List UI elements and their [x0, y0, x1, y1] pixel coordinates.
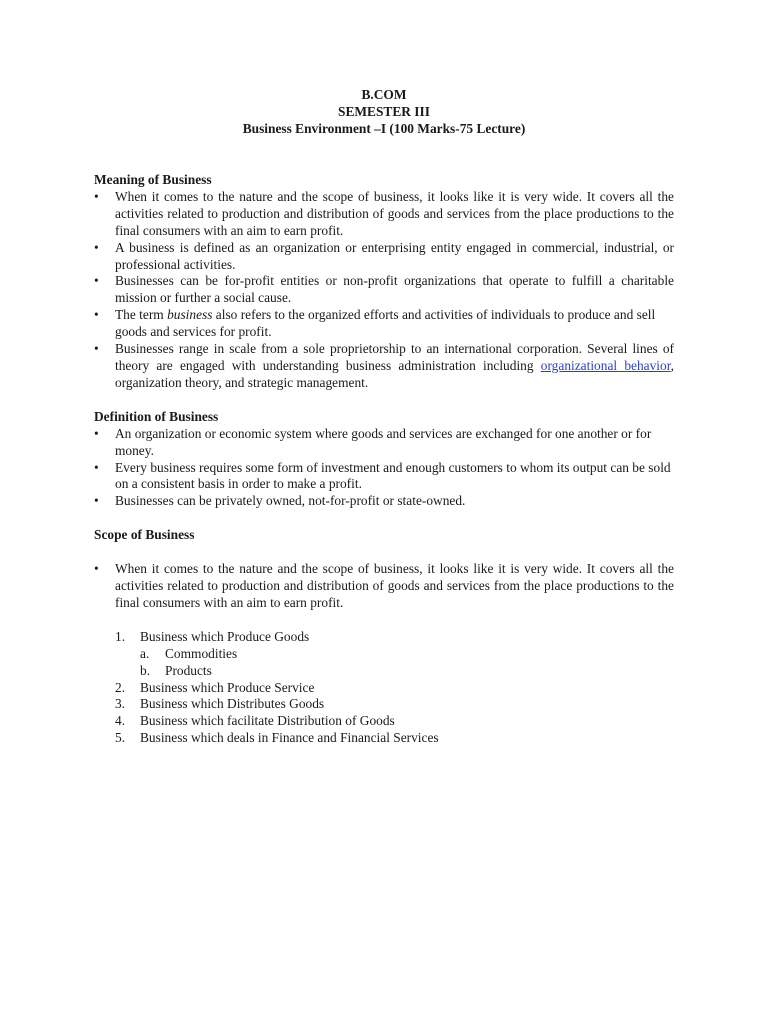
- definition-bullet-1-text: An organization or economic system where goods and services are exchanged for one another or for money.: [115, 425, 652, 458]
- meaning-bullet-4-emphasis: business: [167, 307, 213, 323]
- list-item-number: 2.: [115, 679, 126, 695]
- scope-numbered-list: [115, 629, 674, 646]
- list-item-number: 1.: [115, 628, 126, 644]
- list-item-text: Business which Distributes Goods: [140, 696, 325, 712]
- list-item: [115, 696, 674, 713]
- scope-heading: Scope of Business: [94, 527, 195, 543]
- list-item-text: Business which Produce Service: [140, 679, 315, 695]
- definition-bullet-2-text: Every business requires some form of investment and enough customers to whom its output can be sold on a consistent basis in order to make a profit.: [115, 459, 671, 492]
- meaning-bullet-4-post: also refers to the organized efforts and activities of individuals to produce and sell goods and services for profit.: [115, 307, 656, 340]
- meaning-bullet-1: [94, 189, 674, 240]
- meaning-bullet-3: [94, 273, 674, 307]
- meaning-bullet-5-pre: Businesses range in scale from a sole proprietorship to an international corporation. Several lines of theory are engaged with understanding business administration including: [115, 341, 674, 373]
- sub-list-item-text: Commodities: [165, 645, 238, 661]
- scope-bullet-list: [94, 561, 674, 612]
- meaning-bullet-4: [94, 307, 674, 341]
- subject-title: Business Environment –I (100 Marks-75 Lecture): [242, 121, 526, 136]
- list-item-text: Business which deals in Finance and Financial Services: [140, 730, 439, 746]
- scope-bullet-1-text: When it comes to the nature and the scope of business, it looks like it is very wide. It covers all the activities related to production and distribution of goods and services from the place productions to the final consumers with an aim to earn profit.: [115, 561, 674, 610]
- list-item: [115, 713, 674, 730]
- definition-bullet-1: [94, 426, 674, 460]
- scope-sub-list: [140, 646, 674, 680]
- course-title: B.COM: [361, 87, 407, 102]
- meaning-bullet-5-post: , organization theory, and strategic management.: [115, 357, 674, 390]
- document-page: [94, 86, 674, 747]
- list-item-text: Business which facilitate Distribution of Goods: [140, 713, 395, 729]
- sub-list-item-text: Products: [165, 662, 212, 678]
- definition-bullet-2: [94, 460, 674, 494]
- meaning-bullet-1-text: When it comes to the nature and the scope of business, it looks like it is very wide. It covers all the activities related to production and distribution of goods and services from the place productions to the final consumers with an aim to earn profit.: [115, 188, 674, 238]
- document-header: [94, 86, 674, 137]
- meaning-bullet-5: [94, 341, 674, 392]
- sub-list-item: [140, 646, 674, 663]
- meaning-list: [94, 189, 674, 392]
- meaning-bullet-4-pre: The term: [115, 307, 168, 323]
- meaning-bullet-2-text: A business is defined as an organization or enterprising entity engaged in commercial, industrial, or professional activities.: [115, 239, 674, 272]
- sub-list-item-letter: a.: [140, 645, 150, 661]
- scope-bullet-1: [94, 561, 674, 612]
- semester-title: SEMESTER III: [338, 104, 430, 119]
- list-item-number: 3.: [115, 696, 126, 712]
- list-item: [115, 730, 674, 747]
- list-item-number: 5.: [115, 730, 126, 746]
- definition-heading: Definition of Business: [94, 408, 219, 424]
- list-item: [115, 629, 674, 646]
- list-item: [115, 680, 674, 697]
- definition-bullet-3-text: Businesses can be privately owned, not-for-profit or state-owned.: [115, 493, 466, 509]
- meaning-bullet-2: [94, 240, 674, 274]
- meaning-heading: Meaning of Business: [94, 172, 212, 187]
- list-item-text: Business which Produce Goods: [140, 628, 310, 644]
- scope-numbered-list-continued: [115, 680, 674, 748]
- list-item-number: 4.: [115, 713, 126, 729]
- sub-list-item-letter: b.: [140, 662, 151, 678]
- definition-bullet-3: [94, 493, 674, 510]
- meaning-bullet-3-text: Businesses can be for-profit entities or non-profit organizations that operate to fulfill a charitable mission or further a social cause.: [115, 273, 674, 306]
- sub-list-item: [140, 663, 674, 680]
- definition-list: [94, 426, 674, 511]
- organizational-behavior-link[interactable]: organizational behavior: [540, 357, 671, 373]
